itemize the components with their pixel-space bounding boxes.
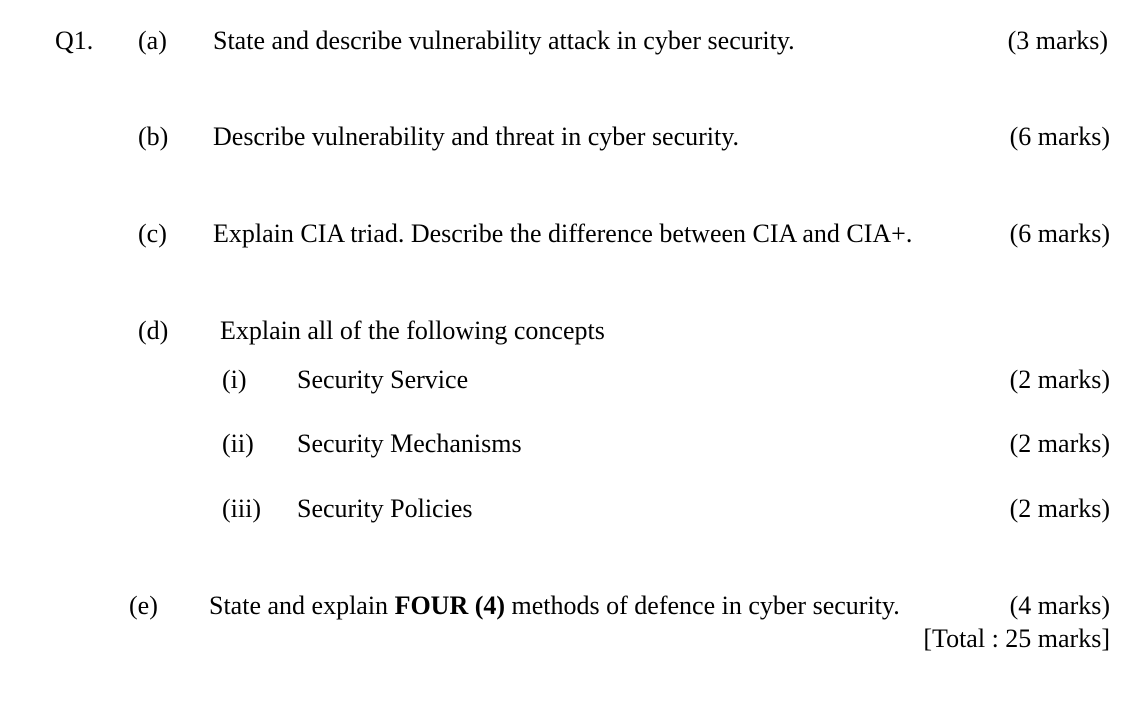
- part-e-marks: (4 marks): [1009, 591, 1110, 620]
- total-marks: [Total : 25 marks]: [923, 624, 1110, 653]
- part-c-marks: (6 marks): [1009, 219, 1110, 248]
- part-e-text-before: State and explain: [209, 591, 395, 620]
- question-number: Q1.: [55, 26, 94, 55]
- subpart-ii-text: Security Mechanisms: [297, 429, 522, 458]
- subpart-iii-marks: (2 marks): [1009, 494, 1110, 523]
- part-b-label: (b): [138, 122, 169, 151]
- part-e-label: (e): [129, 591, 158, 620]
- subpart-i-text: Security Service: [297, 365, 469, 394]
- part-c-text: Explain CIA triad. Describe the difference between CIA and CIA+.: [213, 219, 913, 248]
- part-c-label: (c): [138, 219, 167, 248]
- part-e-text: [209, 593, 900, 619]
- subpart-iii-text: Security Policies: [297, 494, 473, 523]
- subpart-ii-marks: (2 marks): [1009, 429, 1110, 458]
- part-a-marks: (3 marks): [1007, 26, 1108, 55]
- part-b-text: Describe vulnerability and threat in cyber security.: [213, 122, 740, 151]
- part-b-marks: (6 marks): [1009, 122, 1110, 151]
- part-d-text: Explain all of the following concepts: [220, 316, 605, 345]
- part-a-label: (a): [138, 26, 167, 55]
- subpart-ii-label: (ii): [222, 429, 254, 458]
- subpart-i-label: (i): [222, 365, 247, 394]
- subpart-iii-label: (iii): [222, 494, 261, 523]
- part-e-text-after: methods of defence in cyber security.: [505, 591, 900, 620]
- part-a-text: State and describe vulnerability attack in cyber security.: [213, 26, 795, 55]
- part-e-text-bold: FOUR (4): [394, 591, 506, 620]
- part-d-label: (d): [138, 316, 169, 345]
- subpart-i-marks: (2 marks): [1009, 365, 1110, 394]
